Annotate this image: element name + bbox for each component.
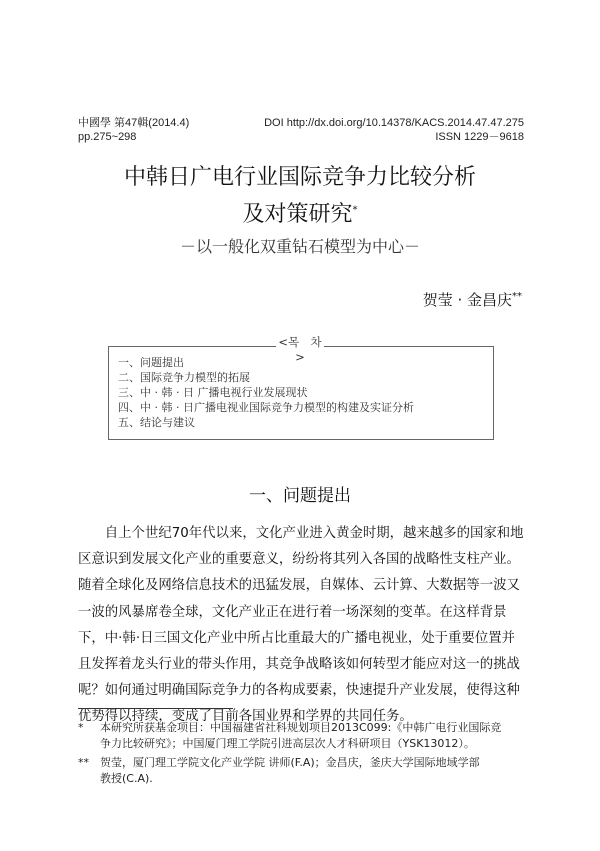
- footnote-text: [100, 755, 530, 786]
- author-line: [423, 289, 522, 310]
- paper-title-line1: 中韩日广电行业国际竞争力比较分析: [123, 165, 476, 190]
- toc-item: 三、中 · 韩 · 日 广播电视行业发展现状: [118, 386, 308, 399]
- doi-info: [264, 116, 524, 144]
- paragraph-line: 且发挥着龙头行业的带头作用，其竞争战略该如何转型才能应对这一的挑战: [78, 657, 520, 673]
- journal-info: [78, 116, 189, 144]
- author-footnote-mark: **: [512, 291, 522, 302]
- footnote-mark: **: [78, 756, 89, 769]
- title-footnote-mark: *: [352, 204, 358, 216]
- footnote-text: [100, 720, 530, 751]
- paragraph-line: 一波的风暴席卷全球，文化产业正在进行着一场深刻的变革。在这样背景: [78, 604, 507, 620]
- doi-link[interactable]: DOI http://dx.doi.org/10.14378/KACS.2014.47.47.275: [264, 117, 524, 129]
- paragraph-line: 下，中·韩·日三国文化产业中所占比重最大的广播电视业，处于重要位置并: [78, 630, 516, 646]
- footnote-divider: [78, 708, 233, 709]
- paper-subtitle: －以一般化双重钻石模型为中心－: [179, 237, 420, 256]
- paragraph-line: 优势得以持续，变成了目前各国业界和学界的共同任务。: [78, 709, 413, 725]
- toc-item: 二、国际竞争力模型的拓展: [118, 371, 250, 384]
- toc-item: 五、结论与建议: [118, 416, 195, 429]
- issn: ISSN 1229－9618: [435, 131, 524, 143]
- title-text: 及对策研究: [242, 202, 353, 227]
- toc-title: <목 차>: [276, 334, 324, 364]
- paragraph-line: 自上个世纪70年代以来，文化产业进入黄金时期，越来越多的国家和地: [78, 526, 524, 541]
- footnote-mark: *: [78, 721, 84, 734]
- paragraph-line: 随着全球化及网络信息技术的迅猛发展，自媒体、云计算、大数据等一波又: [78, 578, 520, 594]
- footnote-line: 贺莹，厦门理工学院文化产业学院 讲师(F.A)；金昌庆，釜庆大学国际地域学部: [100, 756, 480, 769]
- author-names: 贺莹 · 金昌庆: [422, 291, 512, 309]
- toc-item: 一、问题提出: [118, 356, 184, 369]
- paragraph-line: 区意识到发展文化产业的重要意义，纷纷将其列入各国的战略性支柱产业。: [78, 552, 520, 568]
- page-range: pp.275~298: [78, 131, 137, 143]
- section-heading: 一、问题提出: [249, 486, 351, 506]
- toc-item: 四、中 · 韩 · 日广播电视业国际竞争力模型的构建及实证分析: [118, 401, 414, 414]
- footnote-line: 教授(C.A).: [100, 771, 153, 785]
- footnote-line: 争力比较研究》；中国厦门理工学院引进高层次人才科研项目（YSK13012）。: [100, 736, 475, 750]
- paper-title-line2: [0, 197, 600, 228]
- body-paragraph: [78, 521, 524, 731]
- footnote-line: 本研究所获基金项目：中国福建省社科规划项目2013C099:《中韩广电行业国际竞: [100, 721, 502, 734]
- journal-name: 中國學 第47輯(2014.4): [78, 117, 190, 129]
- paragraph-line: 呢？如何通过明确国际竞争力的各构成要素，快速提升产业发展，使得这种: [78, 683, 520, 699]
